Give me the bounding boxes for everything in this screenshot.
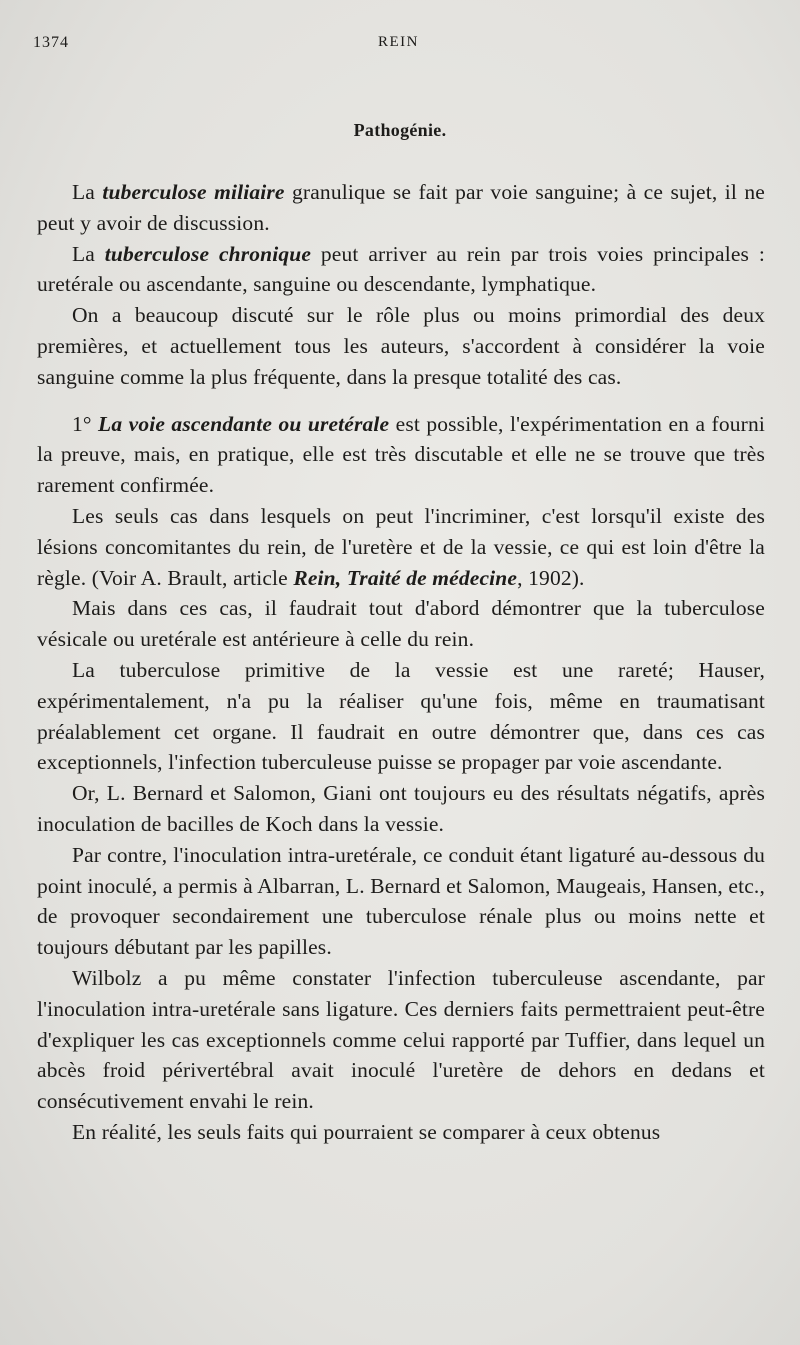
text-run: est possible, l'expérimentation en a fourni la preuve, mais, en pratique, elle est très discutable et elle ne se trouve que très rarement confirmée. xyxy=(37,411,765,498)
italic-term: Rein, Traité de médecine xyxy=(293,565,518,590)
text-run: Mais dans ces cas, il faudrait tout d'abord démontrer que la tuberculose vésicale ou uretérale est antérieure à celle du rein. xyxy=(37,596,765,652)
paragraph-p1 xyxy=(37,177,765,239)
italic-term: tuberculose miliaire xyxy=(102,180,285,204)
paragraph-p5 xyxy=(37,501,765,593)
text-run: La xyxy=(72,180,103,204)
paragraph-p7 xyxy=(37,655,765,778)
text-run: On a beaucoup discuté sur le rôle plus ou moins primordial des deux premières, et actuellement tous les auteurs, s'accordent à considérer la voie sanguine comme la plus fréquente, dans la presque totalité des cas. xyxy=(37,303,765,389)
running-title: REIN xyxy=(378,34,419,50)
italic-term: tuberculose chronique xyxy=(104,241,312,266)
text-run: Wilbolz a pu même constater l'infection tuberculeuse ascendante, par l'inoculation intra-uretérale sans ligature. Ces derniers faits permettraient peut-être d'expliquer les cas exceptionnels comme celui rapporté par Tuffier, dans lequel un abcès froid périvertébral avait inoculé l'uretère de dehors en dedans et consécutivement envahi le rein. xyxy=(37,965,765,1114)
italic-term: La voie ascendante ou uretérale xyxy=(98,411,390,436)
text-run: En réalité, les seuls faits qui pourraient se comparer à ceux obtenus xyxy=(72,1119,661,1144)
body-text xyxy=(37,177,765,1148)
text-run: Les seuls cas dans lesquels on peut l'incriminer, c'est lorsqu'il existe des lésions concomitantes du rein, de l'uretère et de la vessie, ce qui est loin d'être la règle. (Voir A. Brault, article xyxy=(37,503,765,590)
paragraph-p9 xyxy=(37,840,765,963)
page-number: 1374 xyxy=(33,34,69,51)
text-run: La tuberculose primitive de la vessie est une rareté; Hauser, expérimentalement, n'a pu la réaliser qu'une fois, même en traumatisant préalablement cet organe. Il faudrait en outre démontrer que, dans ces cas exceptionnels, l'infection tuberculeuse puisse se propager par voie ascendante. xyxy=(37,657,765,775)
text-run: Par contre, l'inoculation intra-uretérale, ce conduit étant ligaturé au-dessous du point inoculé, a permis à Albarran, L. Bernard et Salomon, Maugeais, Hansen, etc., de provoquer secondairement une tuberculose rénale plus ou moins nette et toujours débutant par les papilles. xyxy=(37,842,765,960)
paragraph-p10 xyxy=(37,963,765,1117)
text-run: Or, L. Bernard et Salomon, Giani ont toujours eu des résultats négatifs, après inoculation de bacilles de Koch dans la vessie. xyxy=(37,781,765,836)
paragraph-p3 xyxy=(37,300,765,392)
paragraph-p6 xyxy=(37,593,765,655)
text-run: 1° xyxy=(72,411,99,436)
running-header xyxy=(33,34,767,58)
section-title: Pathogénie. xyxy=(353,120,447,140)
text-run: , 1902). xyxy=(517,565,585,590)
text-run: La xyxy=(72,241,105,266)
paragraph-p4 xyxy=(37,409,765,501)
paragraph-p2 xyxy=(37,239,765,301)
text-run: peut arriver au rein par trois voies principales : uretérale ou ascendante, sanguine ou descendante, lymphatique. xyxy=(37,241,765,297)
paragraph-p11 xyxy=(37,1117,765,1148)
text-run: granulique se fait par voie sanguine; à ce sujet, il ne peut y avoir de discussion. xyxy=(37,180,765,235)
paragraph-p8 xyxy=(37,778,765,840)
